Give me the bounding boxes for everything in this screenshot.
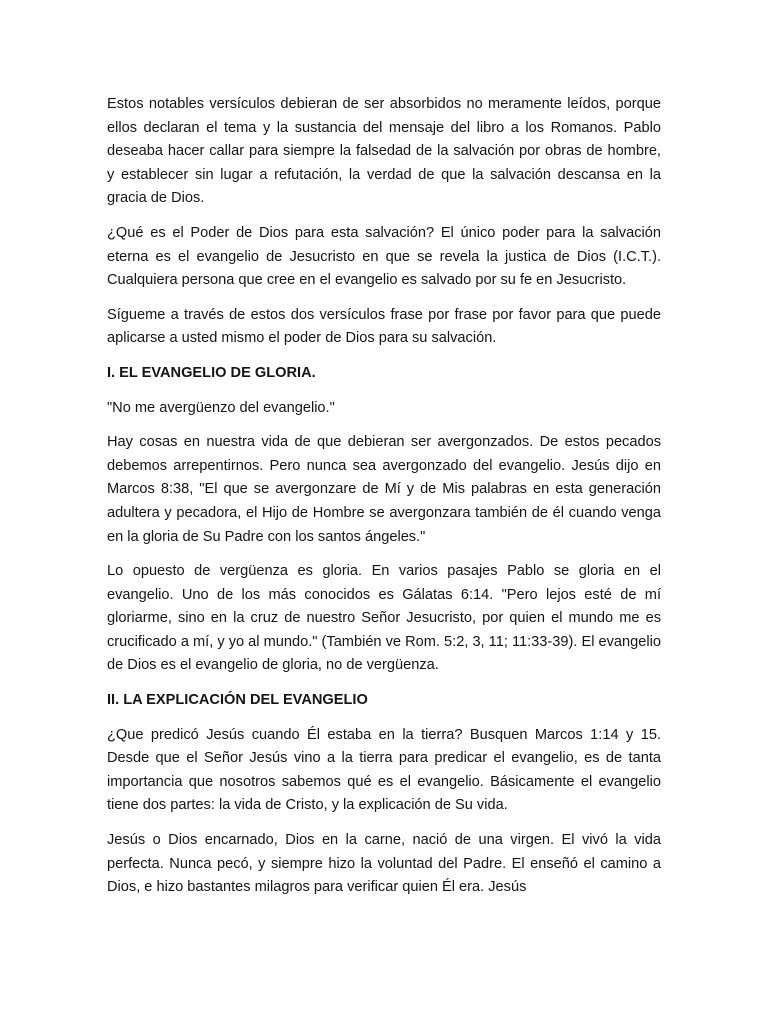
section-heading-2: II. LA EXPLICACIÓN DEL EVANGELIO (107, 692, 368, 709)
paragraph-god-incarnate: Jesús o Dios encarnado, Dios en la carne, nació de una virgen. El vivó la vida perfecta. Nunca pecó, y siempre hizo la voluntad del Padre. El enseñó el camino a Dios, e hizo bastantes milagros para verificar quien Él era. Jesús (107, 832, 661, 896)
paragraph-intro: Estos notables versículos debieran de ser absorbidos no meramente leídos, porque ellos declaran el tema y la sustancia del mensaje del libro a los Romanos. Pablo deseaba hacer callar para siempre la falsedad de la salvación por obras de hombre, y establecer sin lugar a refutación, la verdad de que la salvación descansa en la gracia de Dios. (107, 96, 661, 207)
paragraph-follow-me: Sígueme a través de estos dos versículos frase por frase por favor para que puede aplicarse a usted mismo el poder de Dios para su salvación. (107, 306, 661, 347)
quote-not-ashamed: "No me avergüenzo del evangelio." (107, 399, 335, 416)
document-page (107, 93, 661, 911)
paragraph-ashamed: Hay cosas en nuestra vida de que debieran ser avergonzados. De estos pecados debemos arrepentirnos. Pero nunca sea avergonzado del evangelio. Jesús dijo en Marcos 8:38, "El que se avergonzare de Mí y de Mis palabras en esta generación adultera y pecadora, el Hijo de Hombre se avergonzara también de él cuando venga en la gloria de Su Padre con los santos ángeles." (107, 434, 661, 545)
paragraph-power-of-god: ¿Qué es el Poder de Dios para esta salvación? El único poder para la salvación eterna es el evangelio de Jesucristo en que se revela la justica de Dios (I.C.T.). Cualquiera persona que cree en el evangelio es salvado por su fe en Jesucristo. (107, 224, 661, 289)
section-heading-1: I. EL EVANGELIO DE GLORIA. (107, 364, 316, 381)
paragraph-what-jesus-preached: ¿Que predicó Jesús cuando Él estaba en la tierra? Busquen Marcos 1:14 y 15. Desde que el Señor Jesús vino a la tierra para predicar el evangelio, es de tanta importancia que nosotros sabemos qué es el evangelio. Básicamente el evangelio tiene dos partes: la vida de Cristo, y la explicación de Su vida. (107, 726, 661, 814)
paragraph-glory: Lo opuesto de vergüenza es gloria. En varios pasajes Pablo se gloria en el evangelio. Uno de los más conocidos es Gálatas 6:14. "Pero lejos esté de mí gloriarme, sino en la cruz de nuestro Señor Jesucristo, por quien el mundo me es crucificado a mí, y yo al mundo." (También ve Rom. 5:2, 3, 11; 11:33-39). El evangelio de Dios es el evangelio de gloria, no de vergüenza. (107, 563, 661, 674)
